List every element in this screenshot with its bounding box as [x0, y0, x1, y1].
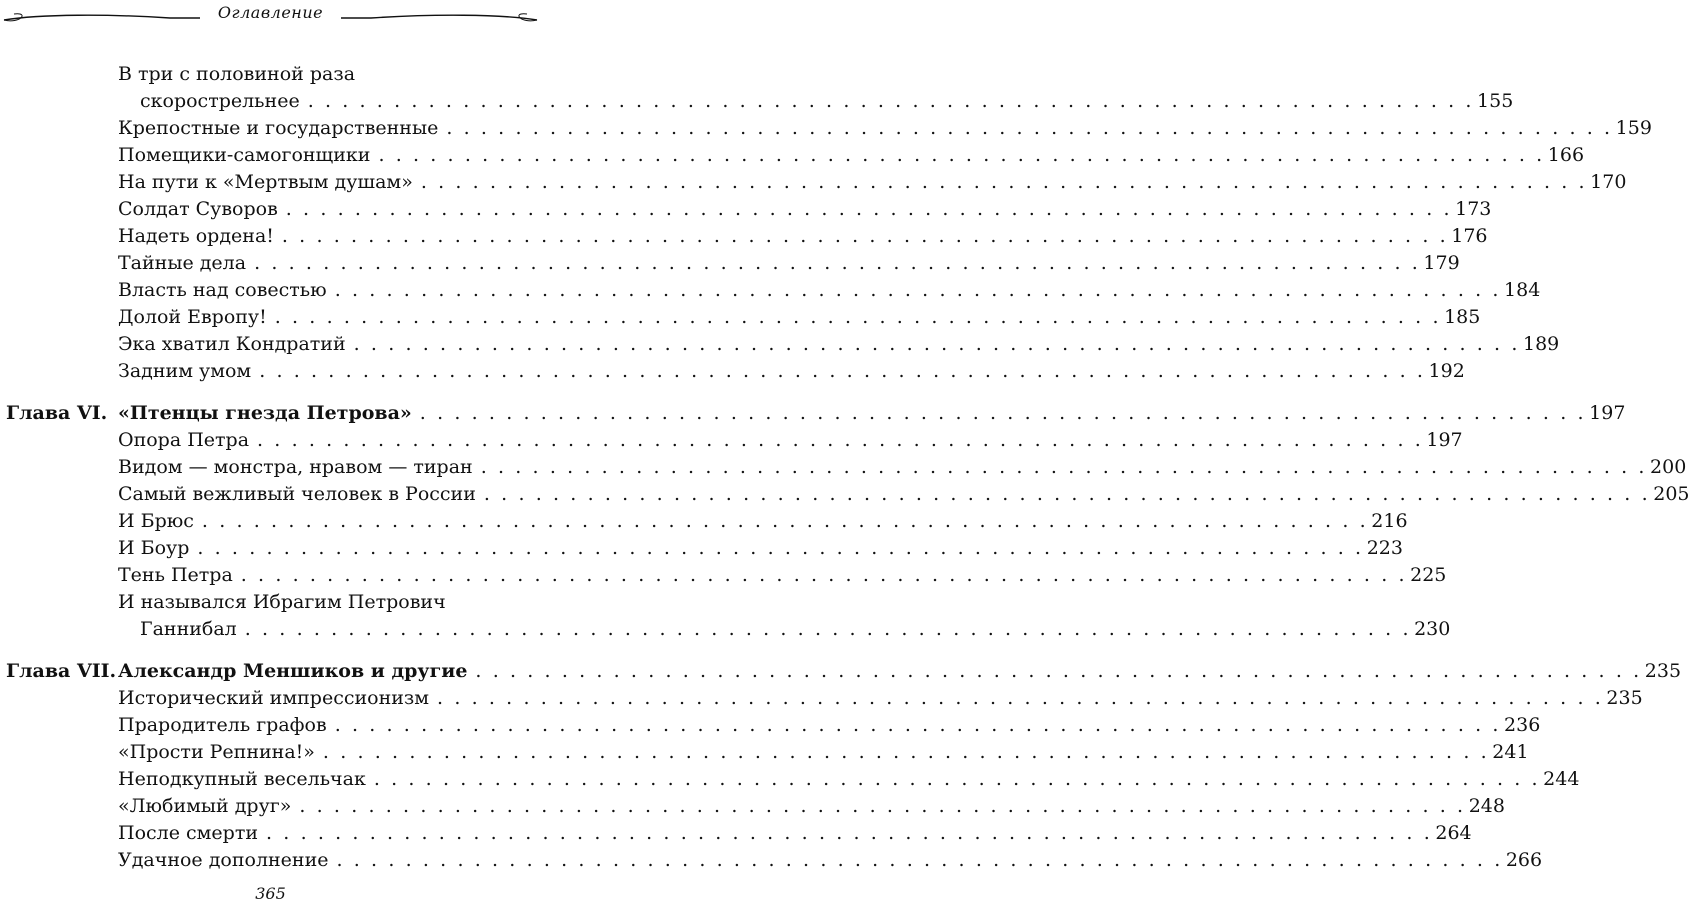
page-ref: 197	[1589, 402, 1626, 424]
dot-leader: . . . . . . . . . . . . . . . . . . . . . . . . . . . . . . . . . . . . . . . . . . . . . . . . . . . . . . . . . . . . . . . . . . . .	[373, 768, 1541, 790]
dot-leader: . . . . . . . . . . . . . . . . . . . . . . . . . . . . . . . . . . . . . . . . . . . . . . . . . . . . . . . . . . . . . . . . . . . .	[240, 564, 1408, 586]
entry-title: И Боур	[118, 537, 190, 559]
entry-title: Удачное дополнение	[118, 849, 329, 871]
dot-leader: . . . . . . . . . . . . . . . . . . . . . . . . . . . . . . . . . . . . . . . . . . . . . . . . . . . . . . . . . . . . . . . . . . . .	[307, 90, 1475, 112]
entry-title: Долой Европу!	[118, 306, 267, 328]
entry-title-first-line: В три с половиной раза	[118, 63, 356, 85]
page-ref: 225	[1410, 564, 1447, 586]
page-ref: 173	[1455, 198, 1492, 220]
page-ref: 192	[1428, 360, 1465, 382]
page-ref: 205	[1653, 483, 1690, 505]
chapter-title: Александр Меншиков и другие	[118, 660, 468, 682]
chapter-label: Глава VI.	[6, 402, 108, 424]
dot-leader: . . . . . . . . . . . . . . . . . . . . . . . . . . . . . . . . . . . . . . . . . . . . . . . . . . . . . . . . . . . . . . . . . . . .	[274, 306, 1442, 328]
dot-leader: . . . . . . . . . . . . . . . . . . . . . . . . . . . . . . . . . . . . . . . . . . . . . . . . . . . . . . . . . . . . . . . . . . . .	[378, 144, 1545, 166]
page-ref: 241	[1492, 741, 1529, 763]
page-ref: 179	[1423, 252, 1460, 274]
entry-title: После смерти	[118, 822, 259, 844]
entry-title: Прародитель графов	[118, 714, 327, 736]
entry-title: Крепостные и государственные	[118, 117, 439, 139]
entry-title: Самый вежливый человек в России	[118, 483, 476, 505]
dot-leader: . . . . . . . . . . . . . . . . . . . . . . . . . . . . . . . . . . . . . . . . . . . . . . . . . . . . . . . . . . . . . . . . . . . .	[254, 252, 1421, 274]
page-ref: 230	[1414, 618, 1451, 640]
dot-leader: . . . . . . . . . . . . . . . . . . . . . . . . . . . . . . . . . . . . . . . . . . . . . . . . . . . . . . . . . . . . . . . . . . . .	[201, 510, 1369, 532]
page-ref: 159	[1615, 117, 1652, 139]
dot-leader: . . . . . . . . . . . . . . . . . . . . . . . . . . . . . . . . . . . . . . . . . . . . . . . . . . . . . . . . . . . . . . . . . . . .	[334, 714, 1502, 736]
page-ref: 244	[1543, 768, 1580, 790]
dot-leader: . . . . . . . . . . . . . . . . . . . . . . . . . . . . . . . . . . . . . . . . . . . . . . . . . . . . . . . . . . . . . . . . . . . .	[299, 795, 1466, 817]
dot-leader: . . . . . . . . . . . . . . . . . . . . . . . . . . . . . . . . . . . . . . . . . . . . . . . . . . . . . . . . . . . . . . . . . . . .	[257, 429, 1424, 451]
dot-leader: . . . . . . . . . . . . . . . . . . . . . . . . . . . . . . . . . . . . . . . . . . . . . . . . . . . . . . . . . . . . . . . . . . . .	[446, 117, 1613, 139]
dot-leader: . . . . . . . . . . . . . . . . . . . . . . . . . . . . . . . . . . . . . . . . . . . . . . . . . . . . . . . . . . . . . . . . . . . .	[244, 618, 1412, 640]
page-number: 365	[255, 884, 286, 903]
dot-leader: . . . . . . . . . . . . . . . . . . . . . . . . . . . . . . . . . . . . . . . . . . . . . . . . . . . . . . . . . . . . . . . . . . . .	[334, 279, 1502, 301]
page-ref: 197	[1426, 429, 1463, 451]
entry-title-first-line: И назывался Ибрагим Петрович	[118, 591, 446, 613]
dot-leader: . . . . . . . . . . . . . . . . . . . . . . . . . . . . . . . . . . . . . . . . . . . . . . . . . . . . . . . . . . . . . . . . . . . .	[480, 456, 1648, 478]
entry-title: Задним умом	[118, 360, 252, 382]
dot-leader: . . . . . . . . . . . . . . . . . . . . . . . . . . . . . . . . . . . . . . . . . . . . . . . . . . . . . . . . . . . . . . . . . . . .	[197, 537, 1364, 559]
entry-title: «Любимый друг»	[118, 795, 292, 817]
page-ref: 170	[1590, 171, 1627, 193]
page-ref: 176	[1451, 225, 1488, 247]
entry-title: Помещики-самогонщики	[118, 144, 371, 166]
entry-title: «Прости Репнина!»	[118, 741, 315, 763]
entry-title: Ганнибал	[140, 618, 237, 640]
entry-title: Тень Петра	[118, 564, 233, 586]
entry-title: И Брюс	[118, 510, 194, 532]
dot-leader: . . . . . . . . . . . . . . . . . . . . . . . . . . . . . . . . . . . . . . . . . . . . . . . . . . . . . . . . . . . . . . . . . . . .	[336, 849, 1503, 871]
page-ref: 235	[1606, 687, 1643, 709]
entry-title: Видом — монстра, нравом — тиран	[118, 456, 473, 478]
page-ref: 200	[1650, 456, 1687, 478]
page-ref: 189	[1522, 333, 1560, 355]
page-ref: 184	[1504, 279, 1541, 301]
dot-leader: . . . . . . . . . . . . . . . . . . . . . . . . . . . . . . . . . . . . . . . . . . . . . . . . . . . . . . . . . . . . . . . . . . . .	[475, 660, 1642, 682]
chapter-title: «Птенцы гнезда Петрова»	[118, 402, 412, 424]
entry-title: Исторический импрессионизм	[118, 687, 430, 709]
entry-title: Опора Петра	[118, 429, 250, 451]
header-title: Оглавление	[217, 3, 324, 22]
page-ref: 264	[1435, 822, 1472, 844]
dot-leader: . . . . . . . . . . . . . . . . . . . . . . . . . . . . . . . . . . . . . . . . . . . . . . . . . . . . . . . . . . . . . . . . . . . .	[353, 333, 1520, 355]
entry-title: скорострельнее	[140, 90, 300, 112]
dot-leader: . . . . . . . . . . . . . . . . . . . . . . . . . . . . . . . . . . . . . . . . . . . . . . . . . . . . . . . . . . . . . . . . . . . .	[419, 402, 1587, 424]
dot-leader: . . . . . . . . . . . . . . . . . . . . . . . . . . . . . . . . . . . . . . . . . . . . . . . . . . . . . . . . . . . . . . . . . . . .	[420, 171, 1588, 193]
dot-leader: . . . . . . . . . . . . . . . . . . . . . . . . . . . . . . . . . . . . . . . . . . . . . . . . . . . . . . . . . . . . . . . . . . . .	[259, 360, 1426, 382]
entry-title: Солдат Суворов	[118, 198, 278, 220]
dot-leader: . . . . . . . . . . . . . . . . . . . . . . . . . . . . . . . . . . . . . . . . . . . . . . . . . . . . . . . . . . . . . . . . . . . .	[322, 741, 1490, 763]
page-ref: 248	[1468, 795, 1505, 817]
page-ref: 216	[1371, 510, 1408, 532]
entry-title: Эка хватил Кондратий	[118, 333, 346, 355]
page-ref: 223	[1366, 537, 1403, 559]
dot-leader: . . . . . . . . . . . . . . . . . . . . . . . . . . . . . . . . . . . . . . . . . . . . . . . . . . . . . . . . . . . . . . . . . . . .	[437, 687, 1604, 709]
entry-title: Надеть ордена!	[118, 225, 274, 247]
page-ref: 235	[1644, 660, 1682, 682]
dot-leader: . . . . . . . . . . . . . . . . . . . . . . . . . . . . . . . . . . . . . . . . . . . . . . . . . . . . . . . . . . . . . . . . . . . .	[483, 483, 1651, 505]
page-ref: 185	[1444, 306, 1481, 328]
page-ref: 166	[1547, 144, 1585, 166]
entry-title: Неподкупный весельчак	[118, 768, 366, 790]
running-header	[0, 0, 541, 28]
page-ref: 236	[1504, 714, 1541, 736]
dot-leader: . . . . . . . . . . . . . . . . . . . . . . . . . . . . . . . . . . . . . . . . . . . . . . . . . . . . . . . . . . . . . . . . . . . .	[285, 198, 1453, 220]
entry-title: На пути к «Мертвым душам»	[118, 171, 413, 193]
page-ref: 155	[1477, 90, 1514, 112]
page-ref: 266	[1505, 849, 1543, 871]
entry-title: Власть над совестью	[118, 279, 327, 301]
dot-leader: . . . . . . . . . . . . . . . . . . . . . . . . . . . . . . . . . . . . . . . . . . . . . . . . . . . . . . . . . . . . . . . . . . . .	[281, 225, 1449, 247]
dot-leader: . . . . . . . . . . . . . . . . . . . . . . . . . . . . . . . . . . . . . . . . . . . . . . . . . . . . . . . . . . . . . . . . . . . .	[266, 822, 1433, 844]
entry-title: Тайные дела	[118, 252, 247, 274]
chapter-label: Глава VII.	[6, 660, 117, 682]
